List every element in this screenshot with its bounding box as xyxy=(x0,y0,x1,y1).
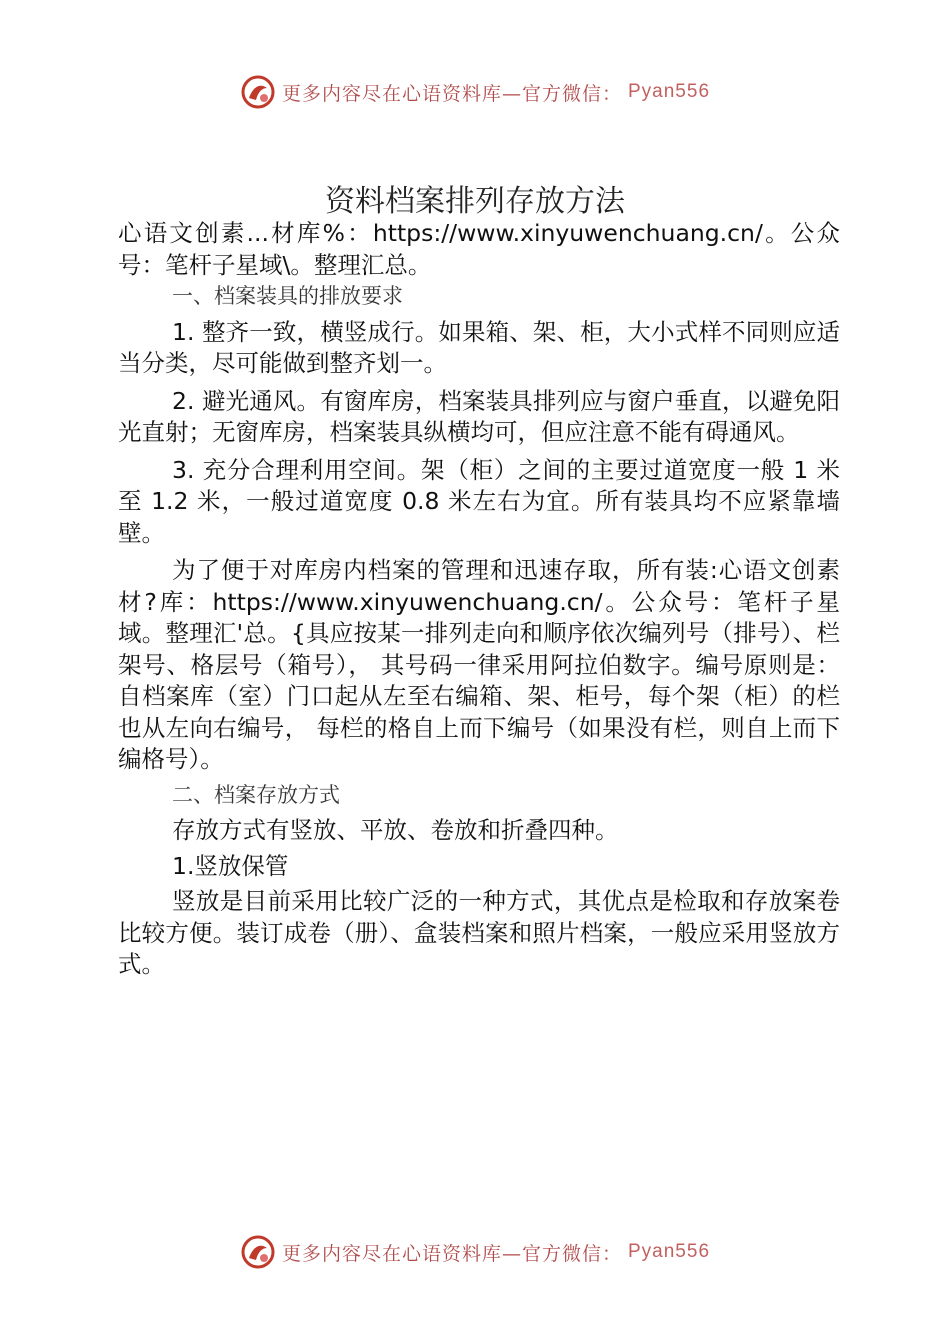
logo-icon xyxy=(240,1234,276,1270)
intro-paragraph: 心语文创素...材库%：https://www.xinyuwenchuang.cn/。公众号：笔杆子星域\。整理汇总。 xyxy=(118,219,840,279)
paragraph: 存放方式有竖放、平放、卷放和折叠四种。 xyxy=(172,816,619,844)
footer-banner xyxy=(0,1232,950,1272)
logo-icon xyxy=(240,74,276,110)
subheading: 1.竖放保管 xyxy=(172,851,289,880)
header-banner xyxy=(0,72,950,112)
paragraph: 竖放是目前采用比较广泛的一种方式，其优点是检取和存放案卷比较方便。装订成卷（册）、盒装档案和照片档案，一般应采用竖放方式。 xyxy=(118,887,840,978)
banner-text: 更多内容尽在心语资料库—官方微信： xyxy=(281,82,622,105)
paragraph: 为了便于对库房内档案的管理和迅速存取，所有装:心语文创素材?库：https://www.xinyuwenchuang.cn/。公众号：笔杆子星域。整理汇'总。{具应按某一排列走向和顺序依次编列号（排号）、栏架号、格层号（箱号）， 其号码一律采用阿拉伯数字。编号原则是：自档案库（室）门口起从左至右编箱、架、柜号，每个架（柜）的栏也从左向右编号， 每栏的格自上而下编号（如果没有栏，则自上而下编格号）。 xyxy=(118,556,840,773)
paragraph: 1. 整齐一致，横竖成行。如果箱、架、柜，大小式样不同则应适当分类，尽可能做到整齐划一。 xyxy=(118,317,840,377)
banner-text: 更多内容尽在心语资料库—官方微信： xyxy=(281,1242,622,1265)
page-title: 资料档案排列存放方法 xyxy=(325,184,625,219)
document-body xyxy=(118,218,840,981)
section-heading: 一、档案装具的排放要求 xyxy=(172,284,403,308)
banner-wechat-id: Pyan556 xyxy=(628,1241,711,1262)
paragraph: 2. 避光通风。有窗库房，档案装具排列应与窗户垂直，以避免阳光直射；无窗库房，档案装具纵横均可，但应注意不能有碍通风。 xyxy=(118,386,840,446)
section-heading: 二、档案存放方式 xyxy=(172,782,340,807)
paragraph: 3. 充分合理利用空间。架（柜）之间的主要过道宽度一般 1 米至 1.2 米，一般过道宽度 0.8 米左右为宜。所有装具均不应紧靠墙壁。 xyxy=(118,455,840,547)
banner-wechat-id: Pyan556 xyxy=(628,81,711,102)
